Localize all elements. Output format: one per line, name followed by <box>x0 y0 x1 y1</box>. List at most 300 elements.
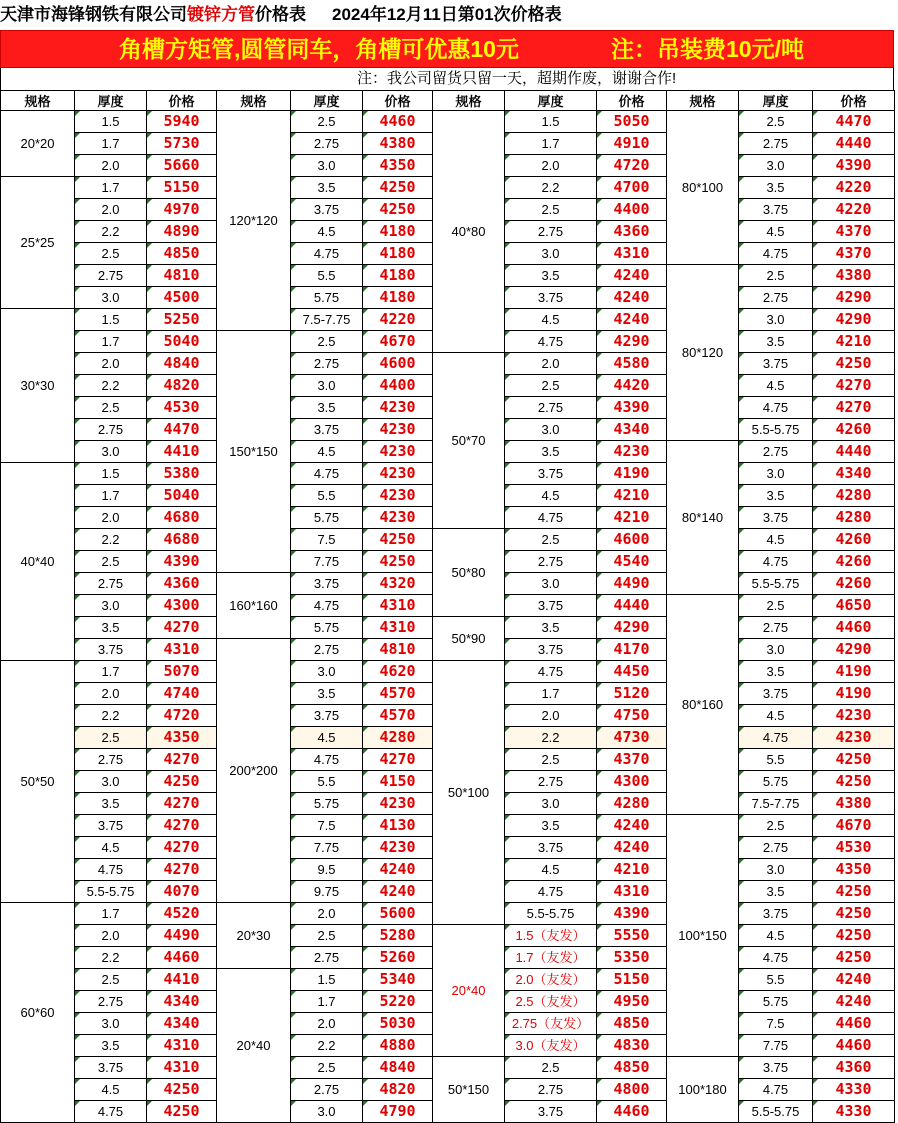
price-cell: 4260 <box>813 529 895 551</box>
price-cell: 4310 <box>147 1057 217 1079</box>
price-cell: 4370 <box>597 749 667 771</box>
price-cell: 4210 <box>597 485 667 507</box>
thickness-cell: 5.5-5.75 <box>75 881 147 903</box>
column-header: 价格 <box>597 91 667 111</box>
column-header: 厚度 <box>291 91 363 111</box>
thickness-cell: 3.5 <box>291 683 363 705</box>
thickness-cell: 5.75 <box>291 617 363 639</box>
price-cell: 4370 <box>813 243 895 265</box>
price-cell: 4440 <box>813 133 895 155</box>
thickness-cell: 4.75 <box>739 727 813 749</box>
price-cell: 4820 <box>363 1079 433 1101</box>
spec-cell: 20*40 <box>433 925 505 1057</box>
table-row <box>1 111 895 133</box>
price-cell: 4450 <box>597 661 667 683</box>
price-cell: 4250 <box>363 199 433 221</box>
price-cell: 4600 <box>363 353 433 375</box>
price-cell: 4230 <box>363 793 433 815</box>
price-cell: 4820 <box>147 375 217 397</box>
thickness-cell: 1.7 <box>75 331 147 353</box>
price-cell: 4460 <box>147 947 217 969</box>
price-cell: 4340 <box>813 463 895 485</box>
price-cell: 4270 <box>147 859 217 881</box>
price-table <box>0 90 895 1123</box>
price-cell: 4520 <box>147 903 217 925</box>
thickness-cell: 3.5 <box>505 815 597 837</box>
price-cell: 4440 <box>813 441 895 463</box>
price-cell: 4260 <box>813 551 895 573</box>
price-cell: 4490 <box>597 573 667 595</box>
spec-cell: 50*70 <box>433 353 505 529</box>
thickness-cell: 3.75 <box>505 463 597 485</box>
spec-cell: 100*180 <box>667 1057 739 1123</box>
price-cell: 5070 <box>147 661 217 683</box>
price-cell: 4310 <box>597 881 667 903</box>
price-cell: 4360 <box>813 1057 895 1079</box>
thickness-cell: 1.7 <box>75 485 147 507</box>
column-header: 厚度 <box>505 91 597 111</box>
thickness-cell: 4.75 <box>75 859 147 881</box>
price-cell: 4250 <box>813 881 895 903</box>
price-date: 2024年12月11日第01次价格表 <box>332 5 562 24</box>
price-cell: 4190 <box>813 683 895 705</box>
thickness-cell: 2.75 <box>291 1079 363 1101</box>
spec-cell: 80*160 <box>667 595 739 815</box>
thickness-cell: 1.7 <box>505 683 597 705</box>
thickness-cell: 3.0 <box>291 375 363 397</box>
thickness-cell: 2.0 <box>505 155 597 177</box>
thickness-cell: 3.75 <box>739 353 813 375</box>
price-cell: 4250 <box>363 551 433 573</box>
thickness-cell: 2.75（友发） <box>505 1013 597 1035</box>
thickness-cell: 2.0 <box>75 507 147 529</box>
price-cell: 5380 <box>147 463 217 485</box>
price-cell: 4390 <box>147 551 217 573</box>
thickness-cell: 4.75 <box>505 507 597 529</box>
price-cell: 4460 <box>363 111 433 133</box>
thickness-cell: 5.75 <box>291 793 363 815</box>
price-cell: 4370 <box>813 221 895 243</box>
thickness-cell: 7.5 <box>291 529 363 551</box>
price-cell: 4230 <box>363 837 433 859</box>
thickness-cell: 5.5 <box>739 749 813 771</box>
price-cell: 4240 <box>597 287 667 309</box>
thickness-cell: 2.75 <box>75 419 147 441</box>
thickness-cell: 3.5 <box>739 881 813 903</box>
thickness-cell: 2.5 <box>291 111 363 133</box>
price-cell: 4970 <box>147 199 217 221</box>
thickness-cell: 2.0 <box>291 903 363 925</box>
thickness-cell: 4.5 <box>505 859 597 881</box>
thickness-cell: 2.0 <box>75 199 147 221</box>
thickness-cell: 3.0 <box>75 441 147 463</box>
price-cell: 5120 <box>597 683 667 705</box>
column-header: 规格 <box>1 91 75 111</box>
column-header: 规格 <box>217 91 291 111</box>
thickness-cell: 5.5-5.75 <box>505 903 597 925</box>
thickness-cell: 5.75 <box>291 287 363 309</box>
price-cell: 4380 <box>813 265 895 287</box>
price-cell: 5250 <box>147 309 217 331</box>
price-cell: 4730 <box>597 727 667 749</box>
price-cell: 4500 <box>147 287 217 309</box>
price-cell: 4380 <box>363 133 433 155</box>
price-cell: 5940 <box>147 111 217 133</box>
thickness-cell: 2.2 <box>75 529 147 551</box>
price-cell: 4180 <box>363 287 433 309</box>
price-cell: 4250 <box>147 1101 217 1123</box>
thickness-cell: 2.5 <box>505 375 597 397</box>
thickness-cell: 3.5 <box>739 661 813 683</box>
price-cell: 4130 <box>363 815 433 837</box>
price-cell: 5600 <box>363 903 433 925</box>
price-cell: 4240 <box>813 991 895 1013</box>
price-cell: 4360 <box>597 221 667 243</box>
price-cell: 4150 <box>363 771 433 793</box>
thickness-cell: 3.75 <box>739 199 813 221</box>
price-cell: 4350 <box>147 727 217 749</box>
price-cell: 4850 <box>597 1057 667 1079</box>
banner-discount-text: 角槽方矩管,圆管同车，角槽可优惠10元 <box>119 36 519 62</box>
column-header: 价格 <box>813 91 895 111</box>
column-header: 厚度 <box>739 91 813 111</box>
spec-cell: 20*40 <box>217 969 291 1123</box>
thickness-cell: 3.5 <box>505 441 597 463</box>
spec-cell: 80*120 <box>667 265 739 441</box>
thickness-cell: 3.0 <box>75 595 147 617</box>
promo-banner <box>0 30 894 68</box>
price-cell: 4680 <box>147 507 217 529</box>
thickness-cell: 2.75 <box>505 221 597 243</box>
price-cell: 4270 <box>147 617 217 639</box>
price-cell: 4250 <box>147 771 217 793</box>
thickness-cell: 4.75 <box>739 551 813 573</box>
price-cell: 4270 <box>147 793 217 815</box>
column-header: 价格 <box>147 91 217 111</box>
thickness-cell: 2.0 <box>75 155 147 177</box>
thickness-cell: 2.2 <box>75 705 147 727</box>
price-cell: 4580 <box>597 353 667 375</box>
thickness-cell: 4.5 <box>505 309 597 331</box>
thickness-cell: 3.75 <box>75 1057 147 1079</box>
price-cell: 4250 <box>363 529 433 551</box>
price-cell: 5040 <box>147 331 217 353</box>
thickness-cell: 2.5 <box>739 595 813 617</box>
thickness-cell: 5.5-5.75 <box>739 419 813 441</box>
price-cell: 4310 <box>597 243 667 265</box>
thickness-cell: 5.5-5.75 <box>739 1101 813 1123</box>
thickness-cell: 4.5 <box>505 485 597 507</box>
thickness-cell: 3.0 <box>505 243 597 265</box>
thickness-cell: 3.0 <box>75 1013 147 1035</box>
price-cell: 4210 <box>597 507 667 529</box>
table-row <box>1 529 895 551</box>
thickness-cell: 1.7 <box>75 133 147 155</box>
thickness-cell: 3.75 <box>75 815 147 837</box>
price-cell: 4680 <box>147 529 217 551</box>
price-cell: 4530 <box>813 837 895 859</box>
price-cell: 4250 <box>813 925 895 947</box>
price-cell: 4750 <box>597 705 667 727</box>
thickness-cell: 2.75 <box>291 947 363 969</box>
spec-cell: 30*30 <box>1 309 75 463</box>
thickness-cell: 2.0 <box>291 1013 363 1035</box>
price-cell: 4260 <box>813 419 895 441</box>
thickness-cell: 2.75 <box>75 265 147 287</box>
thickness-cell: 2.75 <box>739 617 813 639</box>
price-cell: 4620 <box>363 661 433 683</box>
thickness-cell: 1.7（友发） <box>505 947 597 969</box>
thickness-cell: 2.5 <box>291 331 363 353</box>
price-cell: 4460 <box>597 1101 667 1123</box>
price-cell: 4240 <box>597 265 667 287</box>
thickness-cell: 3.5 <box>75 793 147 815</box>
thickness-cell: 3.0 <box>505 419 597 441</box>
price-cell: 4260 <box>813 573 895 595</box>
price-cell: 4850 <box>597 1013 667 1035</box>
thickness-cell: 2.5 <box>739 111 813 133</box>
spec-cell: 40*80 <box>433 111 505 353</box>
price-cell: 4340 <box>597 419 667 441</box>
price-cell: 5550 <box>597 925 667 947</box>
thickness-cell: 3.5 <box>291 397 363 419</box>
spec-cell: 200*200 <box>217 639 291 903</box>
spec-cell: 80*140 <box>667 441 739 595</box>
price-cell: 4350 <box>363 155 433 177</box>
thickness-cell: 2.5 <box>739 815 813 837</box>
price-cell: 4220 <box>363 309 433 331</box>
thickness-cell: 5.75 <box>739 771 813 793</box>
thickness-cell: 2.5 <box>505 749 597 771</box>
price-cell: 4310 <box>147 1035 217 1057</box>
thickness-cell: 4.75 <box>291 749 363 771</box>
price-cell: 4310 <box>147 639 217 661</box>
price-cell: 4240 <box>597 309 667 331</box>
price-cell: 4570 <box>363 705 433 727</box>
price-cell: 4790 <box>363 1101 433 1123</box>
thickness-cell: 2.75 <box>505 551 597 573</box>
thickness-cell: 4.5 <box>739 925 813 947</box>
price-cell: 4740 <box>147 683 217 705</box>
price-cell: 4070 <box>147 881 217 903</box>
price-cell: 4230 <box>363 507 433 529</box>
thickness-cell: 2.75 <box>291 133 363 155</box>
spec-cell: 20*30 <box>217 903 291 969</box>
thickness-cell: 4.5 <box>739 221 813 243</box>
price-cell: 4800 <box>597 1079 667 1101</box>
thickness-cell: 2.5 <box>291 1057 363 1079</box>
thickness-cell: 9.75 <box>291 881 363 903</box>
thickness-cell: 2.2 <box>75 221 147 243</box>
thickness-cell: 2.0 <box>75 683 147 705</box>
price-cell: 4290 <box>597 331 667 353</box>
thickness-cell: 4.75 <box>505 881 597 903</box>
thickness-cell: 1.7 <box>75 661 147 683</box>
thickness-cell: 1.7 <box>75 903 147 925</box>
price-cell: 4240 <box>597 815 667 837</box>
price-cell: 4840 <box>363 1057 433 1079</box>
price-cell: 4880 <box>363 1035 433 1057</box>
thickness-cell: 2.0 <box>505 705 597 727</box>
table-row <box>1 353 895 375</box>
price-cell: 4230 <box>363 397 433 419</box>
price-cell: 4700 <box>597 177 667 199</box>
price-cell: 4350 <box>813 859 895 881</box>
price-cell: 4250 <box>813 749 895 771</box>
spec-cell: 20*20 <box>1 111 75 177</box>
thickness-cell: 1.5 <box>75 309 147 331</box>
price-cell: 4210 <box>597 859 667 881</box>
price-sheet-title <box>0 0 898 30</box>
price-cell: 5150 <box>597 969 667 991</box>
price-cell: 4240 <box>597 837 667 859</box>
thickness-cell: 2.75 <box>739 441 813 463</box>
thickness-cell: 7.5-7.75 <box>739 793 813 815</box>
thickness-cell: 3.0 <box>505 573 597 595</box>
thickness-cell: 2.2 <box>75 947 147 969</box>
price-cell: 4310 <box>363 595 433 617</box>
price-cell: 4390 <box>597 903 667 925</box>
thickness-cell: 4.5 <box>75 1079 147 1101</box>
thickness-cell: 4.75 <box>291 463 363 485</box>
thickness-cell: 3.0 <box>739 463 813 485</box>
thickness-cell: 4.5 <box>739 375 813 397</box>
thickness-cell: 3.75 <box>505 837 597 859</box>
price-cell: 5260 <box>363 947 433 969</box>
price-cell: 4490 <box>147 925 217 947</box>
thickness-cell: 3.75 <box>291 419 363 441</box>
price-cell: 5350 <box>597 947 667 969</box>
price-cell: 4270 <box>147 837 217 859</box>
price-cell: 4840 <box>147 353 217 375</box>
price-cell: 4230 <box>363 419 433 441</box>
column-header: 规格 <box>667 91 739 111</box>
price-cell: 4470 <box>147 419 217 441</box>
thickness-cell: 3.75 <box>505 1101 597 1123</box>
thickness-cell: 4.75 <box>739 397 813 419</box>
price-cell: 5050 <box>597 111 667 133</box>
price-cell: 4670 <box>363 331 433 353</box>
thickness-cell: 3.5 <box>75 1035 147 1057</box>
price-cell: 5660 <box>147 155 217 177</box>
price-cell: 4240 <box>363 859 433 881</box>
price-cell: 4290 <box>813 639 895 661</box>
price-cell: 4250 <box>813 947 895 969</box>
product-name: 镀锌方管 <box>187 5 255 24</box>
thickness-cell: 2.5 <box>75 727 147 749</box>
thickness-cell: 1.5 <box>75 463 147 485</box>
thickness-cell: 2.75 <box>505 1079 597 1101</box>
thickness-cell: 2.5 <box>75 551 147 573</box>
price-cell: 4280 <box>363 727 433 749</box>
thickness-cell: 3.75 <box>505 287 597 309</box>
thickness-cell: 1.7 <box>75 177 147 199</box>
thickness-cell: 2.75 <box>75 749 147 771</box>
spec-cell: 120*120 <box>217 111 291 331</box>
thickness-cell: 2.5 <box>291 925 363 947</box>
banner-lifting-fee-text: 注：吊装费10元/吨 <box>611 36 804 62</box>
price-cell: 4250 <box>363 177 433 199</box>
price-cell: 4720 <box>147 705 217 727</box>
thickness-cell: 3.5 <box>291 177 363 199</box>
price-cell: 4810 <box>147 265 217 287</box>
thickness-cell: 3.0 <box>291 661 363 683</box>
price-cell: 4180 <box>363 265 433 287</box>
thickness-cell: 1.7 <box>505 133 597 155</box>
thickness-cell: 1.5 <box>505 111 597 133</box>
thickness-cell: 5.5 <box>291 265 363 287</box>
price-cell: 4230 <box>813 705 895 727</box>
price-cell: 4410 <box>147 969 217 991</box>
thickness-cell: 3.0 <box>505 793 597 815</box>
price-cell: 5040 <box>147 485 217 507</box>
thickness-cell: 2.0 <box>75 353 147 375</box>
thickness-cell: 4.75 <box>291 243 363 265</box>
thickness-cell: 3.0 <box>291 155 363 177</box>
thickness-cell: 3.0 <box>739 639 813 661</box>
thickness-cell: 1.7 <box>291 991 363 1013</box>
price-cell: 4470 <box>813 111 895 133</box>
column-header: 规格 <box>433 91 505 111</box>
thickness-cell: 2.2 <box>291 1035 363 1057</box>
thickness-cell: 3.75 <box>505 639 597 661</box>
price-cell: 4220 <box>813 199 895 221</box>
price-cell: 4810 <box>363 639 433 661</box>
price-cell: 4230 <box>363 463 433 485</box>
price-cell: 4170 <box>597 639 667 661</box>
price-cell: 4340 <box>147 991 217 1013</box>
price-cell: 4670 <box>813 815 895 837</box>
price-cell: 4270 <box>813 375 895 397</box>
price-cell: 4190 <box>597 463 667 485</box>
spec-cell: 80*100 <box>667 111 739 265</box>
thickness-cell: 5.5 <box>291 485 363 507</box>
thickness-cell: 2.2 <box>505 727 597 749</box>
price-cell: 4320 <box>363 573 433 595</box>
price-cell: 4390 <box>813 155 895 177</box>
thickness-cell: 3.5 <box>739 177 813 199</box>
price-cell: 4180 <box>363 243 433 265</box>
price-cell: 4270 <box>813 397 895 419</box>
table-row <box>1 661 895 683</box>
thickness-cell: 2.0 <box>505 353 597 375</box>
price-cell: 4240 <box>813 969 895 991</box>
thickness-cell: 1.5 <box>291 969 363 991</box>
price-cell: 4720 <box>597 155 667 177</box>
price-cell: 4250 <box>147 1079 217 1101</box>
thickness-cell: 2.5（友发） <box>505 991 597 1013</box>
price-cell: 4570 <box>363 683 433 705</box>
price-cell: 4360 <box>147 573 217 595</box>
thickness-cell: 2.0（友发） <box>505 969 597 991</box>
thickness-cell: 5.75 <box>739 991 813 1013</box>
thickness-cell: 2.75 <box>739 133 813 155</box>
thickness-cell: 3.75 <box>291 199 363 221</box>
price-cell: 4950 <box>597 991 667 1013</box>
thickness-cell: 2.75 <box>505 397 597 419</box>
thickness-cell: 3.5 <box>739 485 813 507</box>
column-header: 厚度 <box>75 91 147 111</box>
price-cell: 4460 <box>813 1035 895 1057</box>
price-cell: 4290 <box>597 617 667 639</box>
price-cell: 4830 <box>597 1035 667 1057</box>
price-cell: 4290 <box>813 287 895 309</box>
price-cell: 4530 <box>147 397 217 419</box>
thickness-cell: 2.5 <box>505 1057 597 1079</box>
spec-cell: 25*25 <box>1 177 75 309</box>
spec-cell: 50*150 <box>433 1057 505 1123</box>
price-cell: 4280 <box>813 485 895 507</box>
